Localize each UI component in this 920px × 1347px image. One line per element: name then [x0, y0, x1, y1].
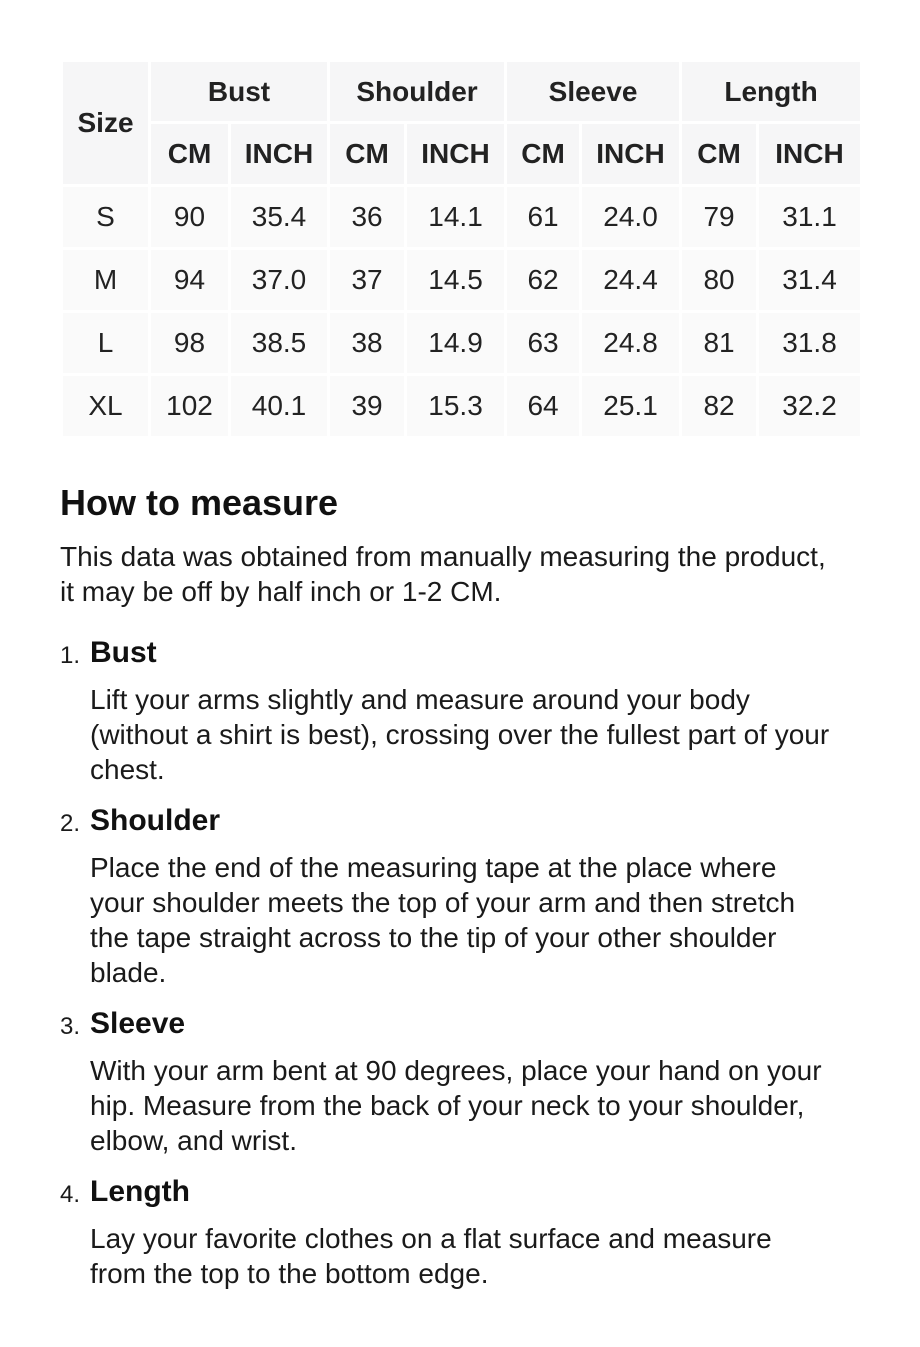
value-cell-length-inch: 31.1 — [758, 186, 862, 249]
value-cell-shoulder-cm: 37 — [329, 249, 406, 312]
how-to-measure-heading: How to measure — [60, 482, 339, 523]
value-cell-shoulder-inch: 14.9 — [406, 312, 506, 375]
measure-step-sleeve — [60, 1006, 860, 1158]
value-cell-shoulder-inch: 15.3 — [406, 375, 506, 438]
value-cell-sleeve-cm: 63 — [506, 312, 581, 375]
value-cell-bust-inch: 38.5 — [230, 312, 329, 375]
step-number: 2. — [60, 810, 81, 837]
value-cell-length-cm: 79 — [681, 186, 758, 249]
step-line: With your arm bent at 90 degrees, place your hand on your — [90, 1055, 822, 1086]
value-cell-sleeve-inch: 24.0 — [581, 186, 681, 249]
table-row-size-l — [62, 312, 862, 375]
unit-header-sleeve-cm: CM — [506, 123, 581, 186]
value-cell-shoulder-inch: 14.5 — [406, 249, 506, 312]
value-cell-bust-cm: 102 — [150, 375, 230, 438]
step-line: Place the end of the measuring tape at the place where — [90, 852, 777, 883]
value-cell-length-inch: 31.8 — [758, 312, 862, 375]
step-description — [90, 1221, 860, 1291]
step-title: Shoulder — [90, 804, 221, 837]
step-line: hip. Measure from the back of your neck to your shoulder, — [90, 1090, 805, 1121]
value-cell-shoulder-cm: 39 — [329, 375, 406, 438]
step-line: blade. — [90, 957, 167, 988]
size-chart-table — [60, 59, 863, 439]
value-cell-bust-cm: 90 — [150, 186, 230, 249]
column-header-length: Length — [681, 61, 862, 123]
step-description — [90, 850, 860, 990]
step-number: 4. — [60, 1181, 81, 1208]
unit-header-bust-cm: CM — [150, 123, 230, 186]
value-cell-sleeve-inch: 25.1 — [581, 375, 681, 438]
measure-steps-list — [60, 635, 860, 1291]
size-cell: L — [62, 312, 150, 375]
step-line: your shoulder meets the top of your arm and then stretch — [90, 887, 796, 918]
value-cell-bust-cm: 98 — [150, 312, 230, 375]
measure-step-shoulder — [60, 803, 860, 990]
value-cell-bust-inch: 37.0 — [230, 249, 329, 312]
value-cell-length-inch: 32.2 — [758, 375, 862, 438]
size-cell: S — [62, 186, 150, 249]
intro-line: it may be off by half inch or 1-2 CM. — [60, 576, 502, 607]
unit-header-bust-inch: INCH — [230, 123, 329, 186]
step-title: Sleeve — [90, 1007, 186, 1040]
measure-step-bust — [60, 635, 860, 787]
table-row-size-xl — [62, 375, 862, 438]
value-cell-bust-inch: 40.1 — [230, 375, 329, 438]
unit-header-shoulder-inch: INCH — [406, 123, 506, 186]
value-cell-shoulder-cm: 38 — [329, 312, 406, 375]
step-line: the tape straight across to the tip of your other shoulder — [90, 922, 777, 953]
step-line: chest. — [90, 754, 165, 785]
value-cell-shoulder-inch: 14.1 — [406, 186, 506, 249]
table-row-size-m — [62, 249, 862, 312]
value-cell-length-cm: 81 — [681, 312, 758, 375]
value-cell-sleeve-inch: 24.8 — [581, 312, 681, 375]
step-number: 3. — [60, 1013, 81, 1040]
step-line: (without a shirt is best), crossing over the fullest part of your — [90, 719, 830, 750]
column-header-shoulder: Shoulder — [329, 61, 506, 123]
value-cell-sleeve-cm: 61 — [506, 186, 581, 249]
unit-header-length-cm: CM — [681, 123, 758, 186]
step-number: 1. — [60, 642, 81, 669]
step-description — [90, 682, 860, 787]
unit-header-shoulder-cm: CM — [329, 123, 406, 186]
step-title: Bust — [90, 636, 157, 669]
value-cell-length-inch: 31.4 — [758, 249, 862, 312]
measure-intro-text — [60, 539, 860, 609]
step-line: elbow, and wrist. — [90, 1125, 297, 1156]
table-row-size-s — [62, 186, 862, 249]
step-description — [90, 1053, 860, 1158]
step-line: from the top to the bottom edge. — [90, 1258, 489, 1289]
size-cell: XL — [62, 375, 150, 438]
step-title: Length — [90, 1175, 190, 1208]
size-cell: M — [62, 249, 150, 312]
column-header-size: Size — [62, 61, 150, 186]
column-header-sleeve: Sleeve — [506, 61, 681, 123]
value-cell-sleeve-cm: 64 — [506, 375, 581, 438]
intro-line: This data was obtained from manually measuring the product, — [60, 541, 826, 572]
unit-header-sleeve-inch: INCH — [581, 123, 681, 186]
step-line: Lay your favorite clothes on a flat surface and measure — [90, 1223, 772, 1254]
column-header-bust: Bust — [150, 61, 329, 123]
unit-header-length-inch: INCH — [758, 123, 862, 186]
value-cell-bust-inch: 35.4 — [230, 186, 329, 249]
value-cell-length-cm: 82 — [681, 375, 758, 438]
value-cell-sleeve-inch: 24.4 — [581, 249, 681, 312]
value-cell-sleeve-cm: 62 — [506, 249, 581, 312]
measure-step-length — [60, 1174, 860, 1291]
value-cell-length-cm: 80 — [681, 249, 758, 312]
step-line: Lift your arms slightly and measure around your body — [90, 684, 750, 715]
value-cell-shoulder-cm: 36 — [329, 186, 406, 249]
value-cell-bust-cm: 94 — [150, 249, 230, 312]
table-header-group-row — [62, 61, 862, 123]
table-header-unit-row — [62, 123, 862, 186]
